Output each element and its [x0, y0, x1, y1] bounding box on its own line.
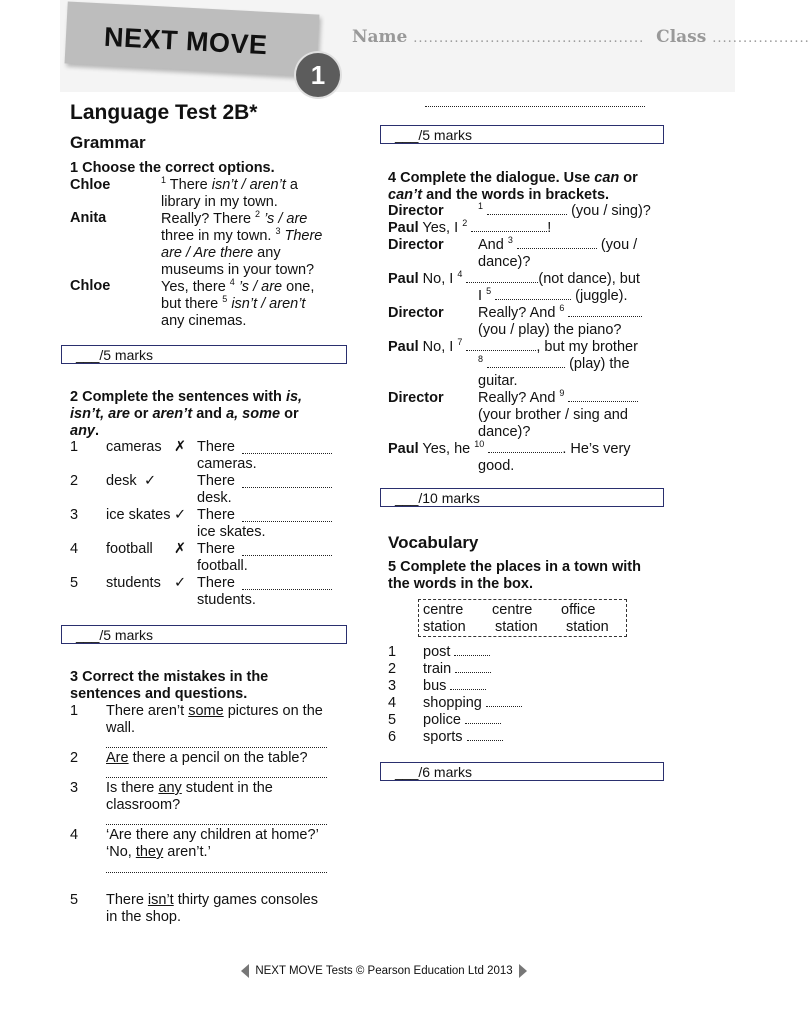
ex3-sentence: There aren’t some pictures on the wall. — [106, 703, 323, 736]
ex5-list — [388, 644, 588, 746]
ex1-dialogue: $^1$ There isn’t / aren’t a library in my town. Really? There $^2$ ’s / are three in my town. $^3$ There are / Are there any museums in your town? Yes, there $^4$ ’s / are one, but there $^5$ isn’t / aren’t any cinemas. — [161, 175, 323, 329]
vocabulary-heading: Vocabulary — [388, 533, 479, 552]
answer-blank[interactable] — [242, 544, 332, 556]
name-field[interactable]: ............................................. — [413, 31, 645, 46]
answer-blank[interactable] — [242, 442, 332, 454]
ex1-instruction: 1 Choose the correct options. — [70, 160, 275, 176]
ex1-option[interactable]: ’s / are — [238, 279, 283, 295]
ex1-option[interactable]: isn’t / aren’t — [211, 177, 286, 193]
list-item: 1 post — [388, 644, 588, 661]
ex1-speaker: Chloe — [70, 278, 111, 294]
next-arrow-icon — [519, 964, 527, 978]
brand-logo: NEXT MOVE — [103, 21, 269, 61]
ex4-marks-box[interactable]: ___/10 marks — [380, 488, 664, 507]
answer-blank[interactable] — [242, 476, 332, 488]
answer-blank[interactable] — [517, 237, 597, 249]
ex4-instruction: 4 Complete the dialogue. Use can or can’t and the words in brackets. — [388, 170, 638, 203]
ex1-marks-box[interactable]: ___/5 marks — [61, 345, 347, 364]
answer-blank[interactable] — [454, 644, 490, 656]
class-label: Class — [656, 27, 707, 47]
list-item: 1 cameras ✗ There cameras. — [70, 439, 350, 473]
ex3-sentence: Are there a pencil on the table? — [106, 750, 308, 766]
answer-line[interactable] — [106, 747, 327, 748]
ex1-option[interactable]: are / Are there — [161, 245, 254, 261]
answer-blank[interactable] — [467, 729, 503, 741]
answer-blank[interactable] — [466, 271, 538, 283]
answer-blank[interactable] — [495, 288, 571, 300]
list-item: 5 police — [388, 712, 588, 729]
name-label: Name — [352, 27, 408, 47]
answer-blank[interactable] — [568, 390, 638, 402]
ex3-num: 2 — [70, 750, 79, 766]
list-item: 4 shopping — [388, 695, 588, 712]
ex1-speaker: Chloe — [70, 177, 111, 193]
list-item: 2 train — [388, 661, 588, 678]
ex2-list — [70, 439, 350, 609]
ex3-instruction: 3 Correct the mistakes in the sentences and questions. — [70, 669, 269, 702]
answer-blank[interactable] — [455, 661, 491, 673]
answer-blank[interactable] — [242, 510, 332, 522]
answer-blank[interactable] — [471, 220, 547, 232]
page-title: Language Test 2B* — [70, 101, 258, 124]
word-box-item: office — [561, 602, 596, 618]
ex4-dialogue: Director $^1$ (you / sing)? Paul Yes, I $^2$ ! Director And $^3$ (you / dance)? Paul No, I $^4$ (not dance), but I $^5$ (juggle). Director Really? And $^6$ (you / play) the piano? Paul No, I $^7$ , but my brother $^8$ (play) the guitar. Director Really? And $^9$ (your brother / sing and dance)? Paul Yes, he $^{10}$ . He’s very good. — [388, 201, 651, 474]
word-box-item: centre — [423, 602, 464, 618]
ex3-sentence: ‘Are there any children at home?’ ‘No, they aren’t.’ — [106, 827, 319, 860]
answer-blank[interactable] — [488, 441, 562, 453]
list-item: 3 bus — [388, 678, 588, 695]
answer-blank[interactable] — [465, 712, 501, 724]
list-item: 4 football ✗ There football. — [70, 541, 350, 575]
answer-line[interactable] — [425, 106, 645, 107]
ex3-num: 5 — [70, 892, 79, 908]
answer-blank[interactable] — [487, 356, 565, 368]
answer-blank[interactable] — [487, 203, 567, 215]
answer-blank[interactable] — [466, 339, 536, 351]
ex5-instruction: 5 Complete the places in a town with the words in the box. — [388, 559, 641, 592]
footer — [0, 964, 768, 978]
list-item: 5 students ✓ There students. — [70, 575, 350, 609]
class-field[interactable]: ................... — [712, 31, 810, 46]
ex3-num: 1 — [70, 703, 79, 719]
word-box-item: station — [566, 619, 609, 635]
answer-blank[interactable] — [568, 305, 642, 317]
ex3-sentence: There isn’t thirty games consoles in the shop. — [106, 892, 318, 925]
ex2-instruction: 2 Complete the sentences with is, isn’t, are or aren’t and a, some or any. — [70, 389, 303, 439]
previous-arrow-icon — [241, 964, 249, 978]
answer-blank[interactable] — [242, 578, 332, 590]
answer-line[interactable] — [106, 872, 327, 873]
ex1-option[interactable]: isn’t / aren’t — [231, 296, 306, 312]
list-item: 6 sports — [388, 729, 588, 746]
list-item: 3 ice skates ✓ There ice skates. — [70, 507, 350, 541]
name-class-line — [352, 27, 810, 47]
ex3-sentence: Is there any student in the classroom? — [106, 780, 273, 813]
ex5-marks-box[interactable]: ___/6 marks — [380, 762, 664, 781]
level-badge: 1 — [296, 53, 340, 97]
ex1-speaker: Anita — [70, 210, 107, 226]
word-box-item: centre — [492, 602, 533, 618]
ex3-marks-box[interactable]: ___/5 marks — [380, 125, 664, 144]
answer-line[interactable] — [106, 824, 327, 825]
answer-blank[interactable] — [450, 678, 486, 690]
ex2-marks-box[interactable]: ___/5 marks — [61, 625, 347, 644]
list-item: 2 desk ✓ There desk. — [70, 473, 350, 507]
ex3-num: 3 — [70, 780, 79, 796]
answer-blank[interactable] — [486, 695, 522, 707]
word-box-item: station — [423, 619, 466, 635]
grammar-heading: Grammar — [70, 133, 146, 152]
answer-line[interactable] — [106, 777, 327, 778]
footer-text: NEXT MOVE Tests © Pearson Education Ltd 2013 — [255, 965, 513, 978]
ex3-num: 4 — [70, 827, 79, 843]
word-box-item: station — [495, 619, 538, 635]
ex1-option[interactable]: ’s / are — [264, 211, 308, 227]
